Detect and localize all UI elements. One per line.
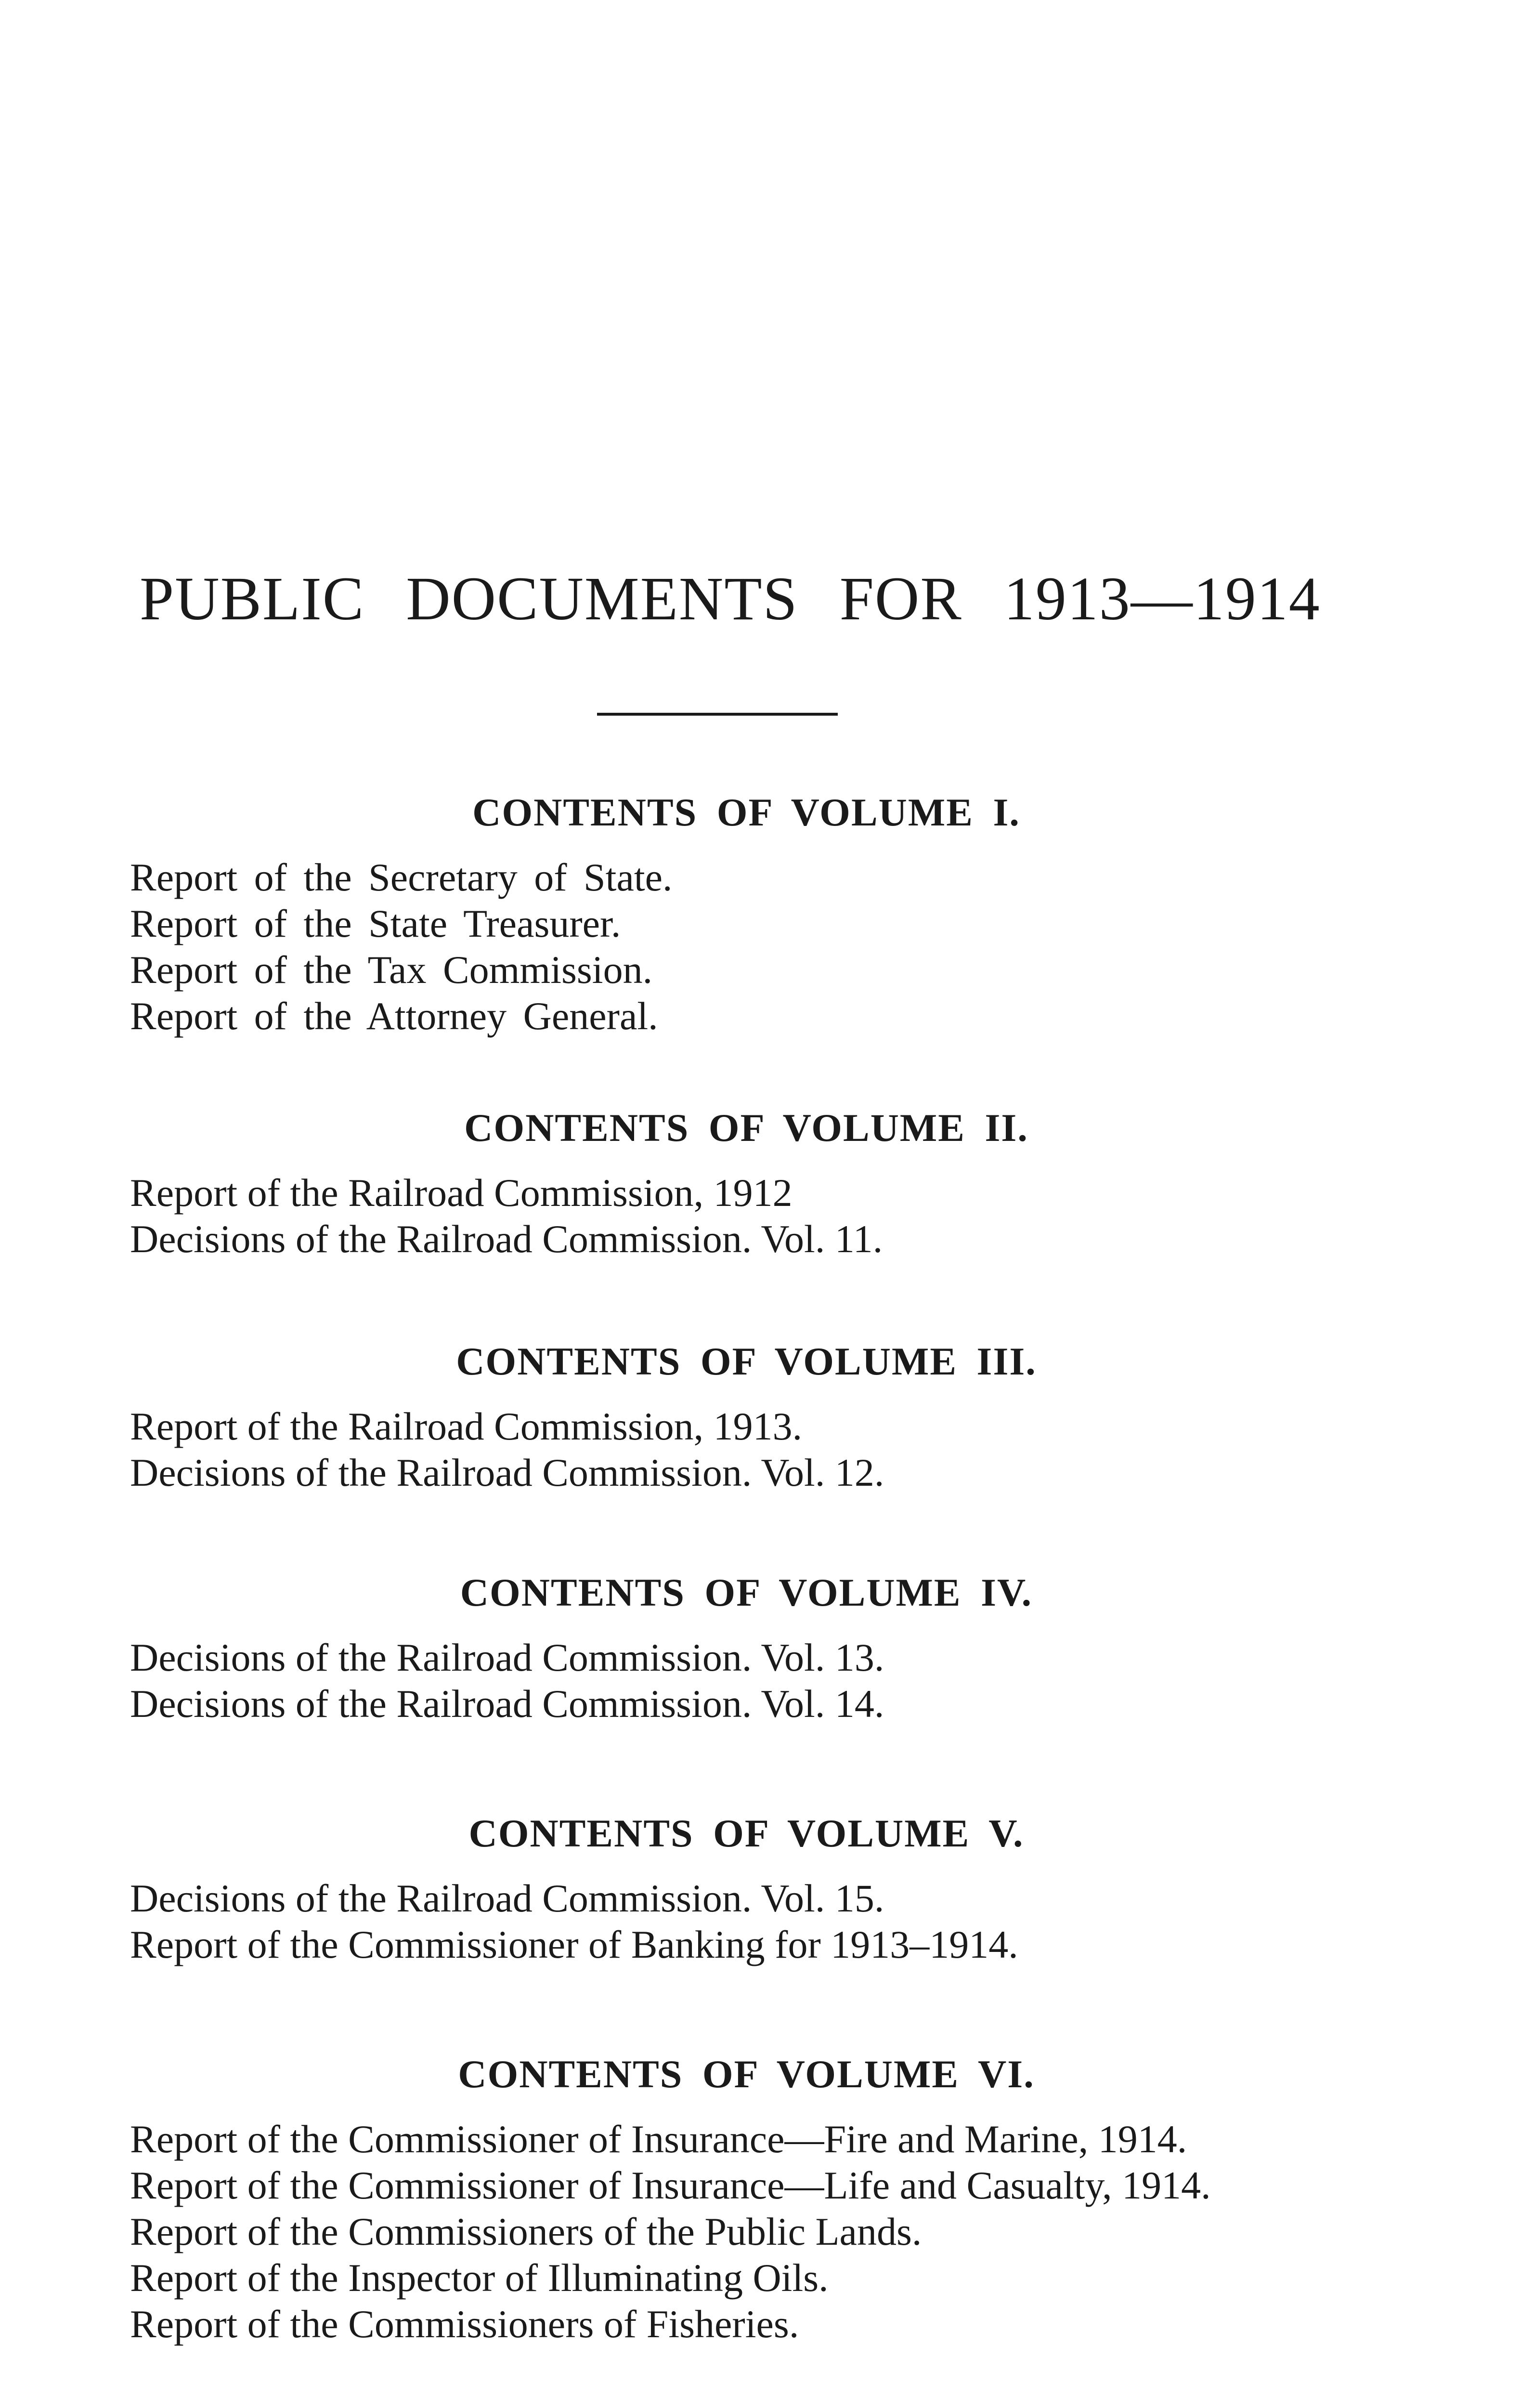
contents-entry: Report of the Railroad Commission, 1912 (130, 1171, 792, 1215)
volume-heading: CONTENTS OF VOLUME II. (464, 1106, 1028, 1150)
volume-heading: CONTENTS OF VOLUME IV. (460, 1570, 1033, 1614)
contents-entry: Report of the Commissioner of Banking for 1913–1914. (130, 1923, 1018, 1966)
contents-entry: Decisions of the Railroad Commission. Vol. 12. (130, 1451, 884, 1494)
volume-entries (130, 2116, 1363, 2347)
volume-4-section (130, 1570, 1363, 1727)
volume-5-section (130, 1811, 1363, 1968)
contents-entry: Report of the Secretary of State. (130, 855, 673, 899)
volume-heading: CONTENTS OF VOLUME III. (456, 1339, 1037, 1383)
volume-entries (130, 1403, 1363, 1496)
contents-entry: Report of the Commissioners of the Public Lands. (130, 2210, 922, 2253)
volume-entries (130, 1635, 1363, 1727)
contents-entry: Report of the Attorney General. (130, 994, 658, 1038)
contents-entry: Report of the Inspector of Illuminating Oils. (130, 2256, 829, 2300)
volume-entries (130, 854, 1363, 1039)
title-rule (597, 713, 838, 716)
contents-entry: Report of the Commissioner of Insurance—Fire and Marine, 1914. (130, 2117, 1187, 2161)
contents-entry: Decisions of the Railroad Commission. Vol. 15. (130, 1876, 884, 1920)
contents-entry: Decisions of the Railroad Commission. Vol. 13. (130, 1636, 884, 1679)
contents-entry: Report of the Commissioner of Insurance—Life and Casualty, 1914. (130, 2163, 1211, 2207)
volume-6-section (130, 2052, 1363, 2347)
contents-entry: Decisions of the Railroad Commission. Vol. 14. (130, 1682, 884, 1726)
contents-entry: Report of the State Treasurer. (130, 902, 621, 945)
volume-heading: CONTENTS OF VOLUME V. (468, 1811, 1024, 1855)
contents-entry: Report of the Commissioners of Fisheries. (130, 2302, 799, 2346)
contents-entry: Decisions of the Railroad Commission. Vol. 11. (130, 1217, 883, 1261)
contents-entry: Report of the Railroad Commission, 1913. (130, 1404, 803, 1448)
volume-entries (130, 1875, 1363, 1968)
volume-1-section (130, 790, 1363, 1039)
volume-entries (130, 1170, 1363, 1262)
page-title: PUBLIC DOCUMENTS FOR 1913—1914 (140, 564, 1321, 633)
volume-heading: CONTENTS OF VOLUME VI. (458, 2052, 1035, 2096)
volume-2-section (130, 1105, 1363, 1262)
volume-3-section (130, 1339, 1363, 1496)
volume-heading: CONTENTS OF VOLUME I. (472, 790, 1020, 834)
contents-entry: Report of the Tax Commission. (130, 948, 653, 992)
